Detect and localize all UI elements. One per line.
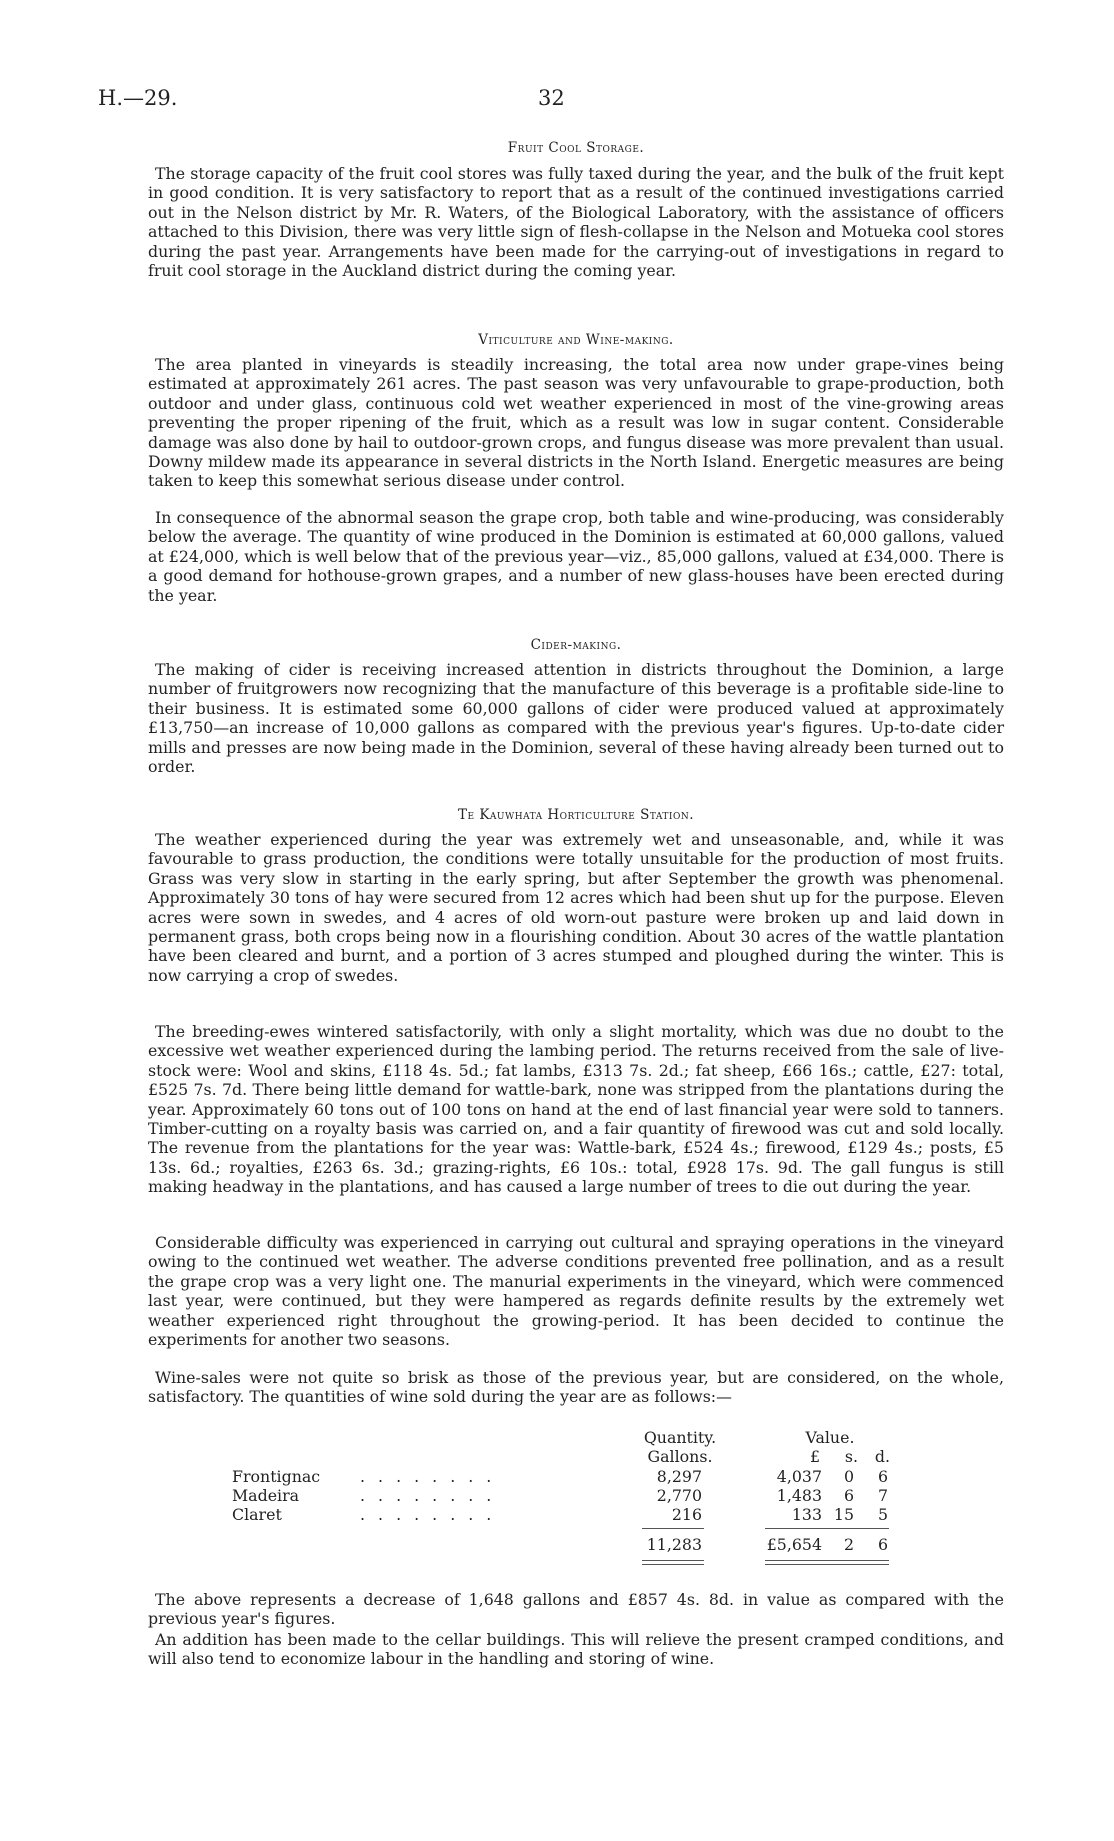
- paragraph-te-kauwhata-4: Wine-sales were not quite so brisk as those of the previous year, but are considered, on the whole, satisfactory. The quantities of wine sold during the year are as follows:—: [148, 1368, 1004, 1407]
- pence-header: d.: [874, 1447, 890, 1466]
- wine-name: Frontignac: [232, 1467, 321, 1486]
- paragraph-viticulture-2: In consequence of the abnormal season the grape crop, both table and wine-producing, was considerably below the average. The quantity of wine produced in the Dominion is estimated at 60,000 gallons, valued at £24,000, which is well below that of the previous year—viz., 85,000 gallons, valued at £34,000. There is a good demand for hothouse-grown grapes, and a number of new glass-houses have been erected during the year.: [148, 508, 1004, 605]
- wine-name: Claret: [232, 1505, 282, 1524]
- total-double-rule: [642, 1560, 704, 1561]
- paragraph-fruit-cool-storage: The storage capacity of the fruit cool stores was fully taxed during the year, and the bulk of the fruit kept in good condition. It is very satisfactory to report that as a result of the continued investigations carried out in the Nelson district by Mr. R. Waters, of the Biological Laboratory, with the assistance of officers attached to this Division, there was very little sign of flesh-collapse in the Nelson and Motueka cool stores during the past year. Arrangements have been made for the carrying-out of investigations in regard to fruit cool storage in the Auckland district during the coming year.: [148, 164, 1004, 281]
- page-number: 32: [538, 86, 565, 110]
- section-title-te-kauwhata: Te Kauwhata Horticulture Station.: [457, 807, 695, 823]
- section-title-cider-making: Cider-making.: [530, 637, 622, 653]
- wine-pounds: 133: [791, 1505, 822, 1524]
- total-double-rule: [642, 1564, 704, 1565]
- wine-shillings: 15: [833, 1505, 854, 1524]
- wine-shillings: 6: [843, 1486, 854, 1505]
- wine-gallons: 8,297: [656, 1467, 702, 1486]
- quantity-header: Quantity.: [643, 1428, 717, 1447]
- leader-dots: . . . . . . . .: [360, 1486, 496, 1505]
- wine-gallons: 216: [671, 1505, 702, 1524]
- wine-pence: 7: [877, 1486, 888, 1505]
- total-double-rule: [765, 1564, 889, 1565]
- paragraph-te-kauwhata-2: The breeding-ewes wintered satisfactorily, with only a slight mortality, which was due no doubt to the excessive wet weather experienced during the lambing period. The returns received from the sale of live-stock were: Wool and skins, £118 4s. 5d.; fat lambs, £313 7s. 2d.; fat sheep, £66 16s.; cattle, £27: total, £525 7s. 7d. There being little demand for wattle-bark, none was stripped from the plantations during the year. Approximately 60 tons out of 100 tons on hand at the end of last financial year were sold to tanners. Timber-cutting on a royalty basis was carried on, and a fair quantity of firewood was cut and sold locally. The revenue from the plantations for the year was: Wattle-bark, £524 4s.; firewood, £129 4s.; posts, £5 13s. 6d.; royalties, £263 6s. 3d.; grazing-rights, £6 10s.: total, £928 17s. 9d. The gall fungus is still making headway in the plantations, and has caused a large number of trees to die out during the year.: [148, 1022, 1004, 1197]
- subtotal-rule: [642, 1528, 704, 1529]
- paragraph-closing-2: An addition has been made to the cellar buildings. This will relieve the present cramped conditions, and will also tend to economize labour in the handling and storing of wine.: [148, 1630, 1004, 1669]
- section-title-fruit-cool-storage: Fruit Cool Storage.: [507, 140, 645, 156]
- wine-shillings: 0: [843, 1467, 854, 1486]
- total-pounds: £5,654: [766, 1535, 822, 1554]
- leader-dots: . . . . . . . .: [360, 1467, 496, 1486]
- total-double-rule: [765, 1560, 889, 1561]
- total-gallons: 11,283: [646, 1535, 702, 1554]
- report-code: H.—29.: [98, 86, 178, 110]
- wine-pounds: 4,037: [776, 1467, 822, 1486]
- subtotal-rule: [765, 1528, 889, 1529]
- value-header: Value.: [805, 1428, 855, 1447]
- section-title-viticulture: Viticulture and Wine-making.: [478, 332, 674, 348]
- wine-pence: 6: [877, 1467, 888, 1486]
- pounds-header: £: [809, 1447, 820, 1466]
- paragraph-te-kauwhata-1: The weather experienced during the year was extremely wet and unseasonable, and, while it was favourable to grass production, the conditions were totally unsuitable for the production of most fruits. Grass was very slow in starting in the early spring, but after September the growth was phenomenal. Approximately 30 tons of hay were secured from 12 acres which had been shut up for the purpose. Eleven acres were sown in swedes, and 4 acres of old worn-out pasture were broken up and laid down in permanent grass, both crops being now in a flourishing condition. About 30 acres of the wattle plantation have been cleared and burnt, and a portion of 3 acres stumped and ploughed during the winter. This is now carrying a crop of swedes.: [148, 830, 1004, 985]
- total-pence: 6: [877, 1535, 888, 1554]
- wine-name: Madeira: [232, 1486, 300, 1505]
- wine-pence: 5: [877, 1505, 888, 1524]
- paragraph-viticulture-1: The area planted in vineyards is steadily increasing, the total area now under grape-vines being estimated at approximately 261 acres. The past season was very unfavourable to grape-production, both outdoor and under glass, continuous cold wet weather experienced in most of the vine-growing areas preventing the proper ripening of the fruit, which as a result was low in sugar content. Considerable damage was also done by hail to outdoor-grown crops, and fungus disease was more prevalent than usual. Downy mildew made its appearance in several districts in the North Island. Energetic measures are being taken to keep this somewhat serious disease under control.: [148, 355, 1004, 491]
- total-shillings: 2: [843, 1535, 854, 1554]
- paragraph-closing-1: The above represents a decrease of 1,648 gallons and £857 4s. 8d. in value as compared with the previous year's figures.: [148, 1590, 1004, 1629]
- paragraph-cider-making: The making of cider is receiving increased attention in districts throughout the Dominion, a large number of fruitgrowers now recognizing that the manufacture of this beverage is a profitable side-line to their business. It is estimated some 60,000 gallons of cider were produced valued at approximately £13,750—an increase of 10,000 gallons as compared with the previous year's figures. Up-to-date cider mills and presses are now being made in the Dominion, several of these having already been turned out to order.: [148, 660, 1004, 777]
- wine-gallons: 2,770: [656, 1486, 702, 1505]
- shillings-header: s.: [844, 1447, 858, 1466]
- wine-pounds: 1,483: [776, 1486, 822, 1505]
- gallons-header: Gallons.: [647, 1447, 713, 1466]
- paragraph-te-kauwhata-3: Considerable difficulty was experienced in carrying out cultural and spraying operations in the vineyard owing to the continued wet weather. The adverse conditions prevented free pollination, and as a result the grape crop was a very light one. The manurial experiments in the vineyard, which were commenced last year, were continued, but they were hampered as regards definite results by the extremely wet weather experienced right throughout the growing-period. It has been decided to continue the experiments for another two seasons.: [148, 1233, 1004, 1350]
- leader-dots: . . . . . . . .: [360, 1505, 496, 1524]
